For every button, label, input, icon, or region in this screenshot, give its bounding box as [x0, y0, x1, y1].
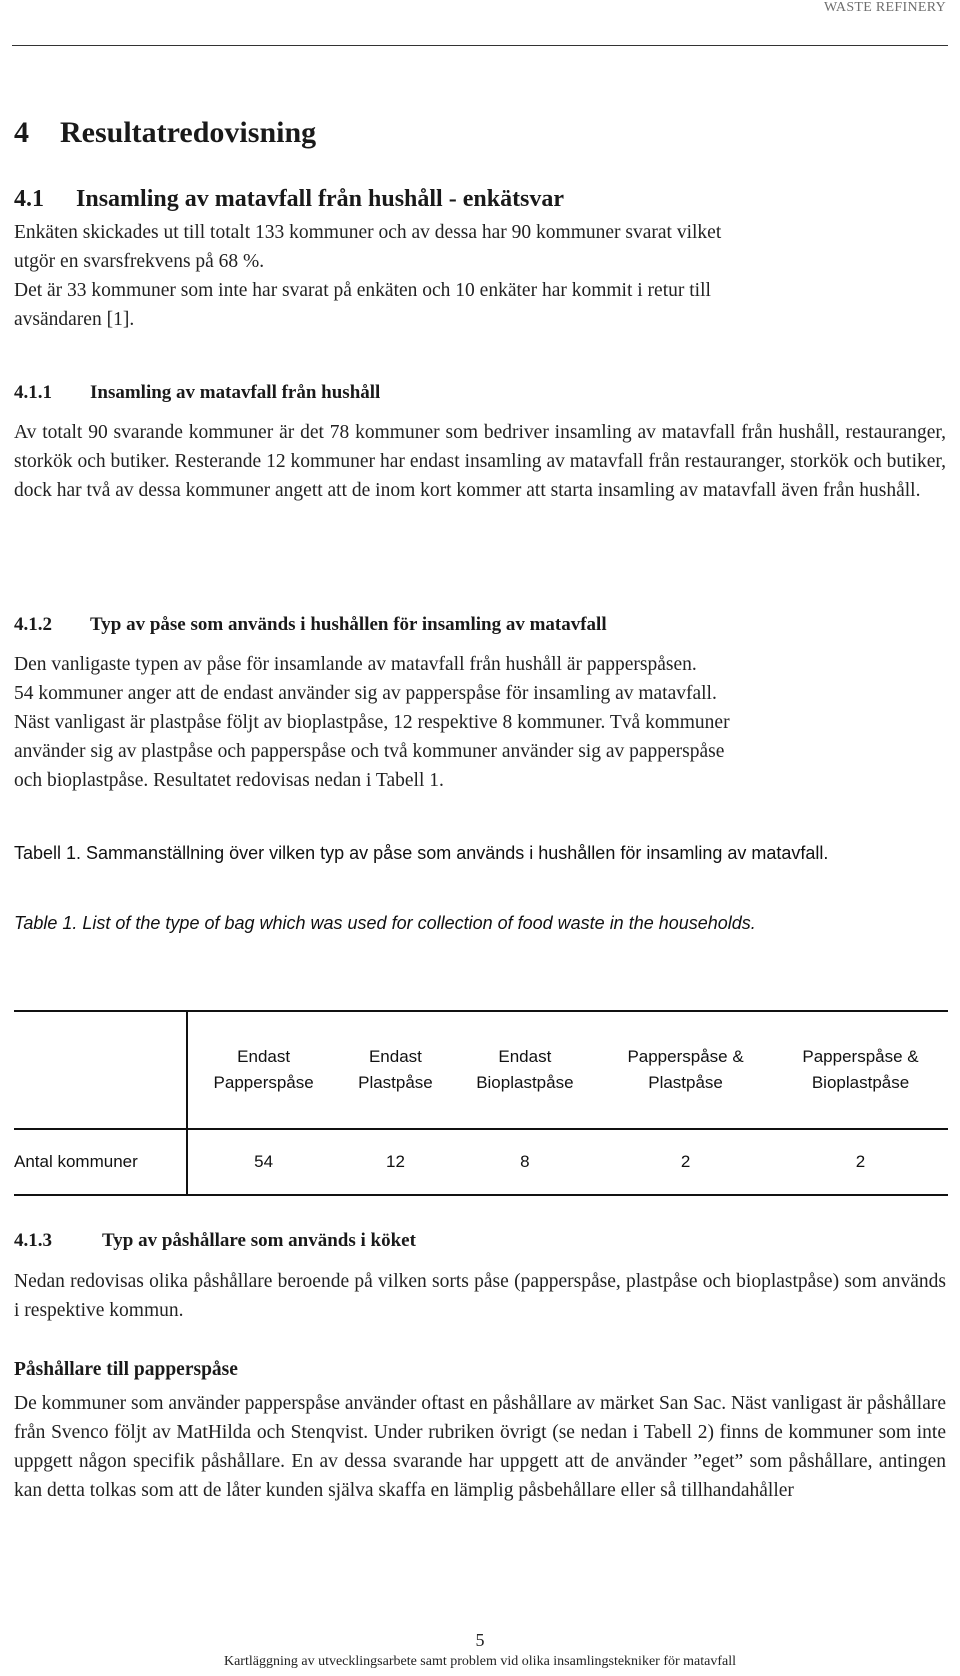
table-column-header: Papperspåse & Plastpåse [627, 1047, 744, 1092]
section-title: Typ av påshållare som används i köket [102, 1230, 416, 1251]
section-number: 4.1.3 [14, 1230, 52, 1251]
table-column-header: Papperspåse & Bioplastpåse [802, 1047, 919, 1092]
paragraph-collection: Av totalt 90 svarande kommuner är det 78 kommuner som bedriver insamling av matavfall från hushåll, restauranger, storkök och butiker. Resterande 12 kommuner har endast insamling av matavfall från restauranger, storkök och butiker, dock har två av dessa kommuner angett att de inom kort kommer att starta insamling av matavfall även från hushåll. [14, 422, 946, 501]
section-number: 4.1 [14, 186, 44, 212]
table-caption-english: Table 1. List of the type of bag which was used for collection of food waste in the households. [14, 913, 756, 933]
table-row [14, 1129, 948, 1195]
paragraph-holders: Nedan redovisas olika påshållare beroende på vilken sorts påse (papperspåse, plastpåse och bioplastpåse) som används i respektive kommun. [14, 1271, 946, 1321]
table-row-label: Antal kommuner [14, 1129, 187, 1195]
table-cell: 2 [855, 1152, 866, 1171]
section-heading-4-1-3 [14, 1230, 416, 1252]
paragraph-line: Enkäten skickades ut till totalt 133 kommuner och av dessa har 90 kommuner svarat vilket [14, 222, 722, 243]
paragraph-line: och bioplastpåse. Resultatet redovisas nedan i Tabell 1. [14, 770, 444, 791]
section-number: 4.1.1 [14, 382, 52, 403]
section-heading-4-1-1 [14, 382, 380, 404]
table-caption-swedish: Tabell 1. Sammanställning över vilken typ av påse som används i hushållen för insamling av matavfall. [14, 843, 829, 863]
section-title: Insamling av matavfall från hushåll [90, 382, 381, 403]
section-heading-4 [14, 116, 316, 150]
section-title: Insamling av matavfall från hushåll - enkätsvar [76, 186, 565, 212]
table-column-header: Endast Plastpåse [358, 1047, 433, 1092]
paragraph-line: använder sig av plastpåse och papperspåse och två kommuner använder sig av papperspåse [14, 741, 725, 762]
section-heading-4-1 [14, 186, 564, 213]
section-number: 4.1.2 [14, 614, 52, 635]
bag-type-table [14, 1010, 948, 1196]
paragraph-line: avsändaren [1]. [14, 309, 135, 330]
page-number: 5 [475, 1630, 485, 1650]
section-heading-4-1-2 [14, 614, 607, 636]
table-header-empty [14, 1011, 187, 1129]
table-cell: 12 [385, 1152, 405, 1171]
paragraph-line: utgör en svarsfrekvens på 68 %. [14, 251, 265, 272]
table-header-row [14, 1011, 948, 1129]
paragraph-line: Den vanligaste typen av påse för insamlande av matavfall från hushåll är papperspåsen. [14, 654, 697, 675]
table-cell: 2 [680, 1152, 691, 1171]
section-title: Resultatredovisning [60, 116, 317, 149]
footer-title: Kartläggning av utvecklingsarbete samt problem vid olika insamlingstekniker för matavfall [223, 1654, 737, 1669]
running-header: WASTE REFINERY [823, 0, 946, 15]
subheading-paper-bag-holder: Påshållare till papperspåse [14, 1359, 238, 1380]
table-cell: 8 [520, 1152, 530, 1171]
paragraph-line: 54 kommuner anger att de endast använder sig av papperspåse för insamling av matavfall. [14, 683, 717, 704]
table-cell: 54 [254, 1152, 274, 1171]
section-title: Typ av påse som används i hushållen för insamling av matavfall [90, 614, 607, 635]
table-column-header: Endast Bioplastpåse [476, 1047, 574, 1092]
section-number: 4 [14, 116, 29, 149]
paragraph-line: Det är 33 kommuner som inte har svarat på enkäten och 10 enkäter har kommit i retur till [14, 280, 711, 301]
paragraph-paper-bag-holder: De kommuner som använder papperspåse använder oftast en påshållare av märket San Sac. Näst vanligast är påshållare från Svenco följt av MatHilda och Stenqvist. Under rubriken övrigt (se nedan i Tabell 2) finns de kommuner som inte uppgett någon specifik påshållare. En av dessa svarande har uppgett att de använder ”eget” som påshållare, antingen kan detta tolkas som att de låter kunden själva skaffa en lämplig påsbehållare eller så tillhandahåller [14, 1393, 946, 1501]
paragraph-bag-type [14, 650, 946, 795]
header-rule [12, 45, 948, 46]
paragraph-line: Näst vanligast är plastpåse följt av bioplastpåse, 12 respektive 8 kommuner. Två kommuner [14, 712, 730, 733]
table-column-header: Endast Papperspåse [213, 1047, 314, 1092]
paragraph-survey [14, 218, 946, 334]
